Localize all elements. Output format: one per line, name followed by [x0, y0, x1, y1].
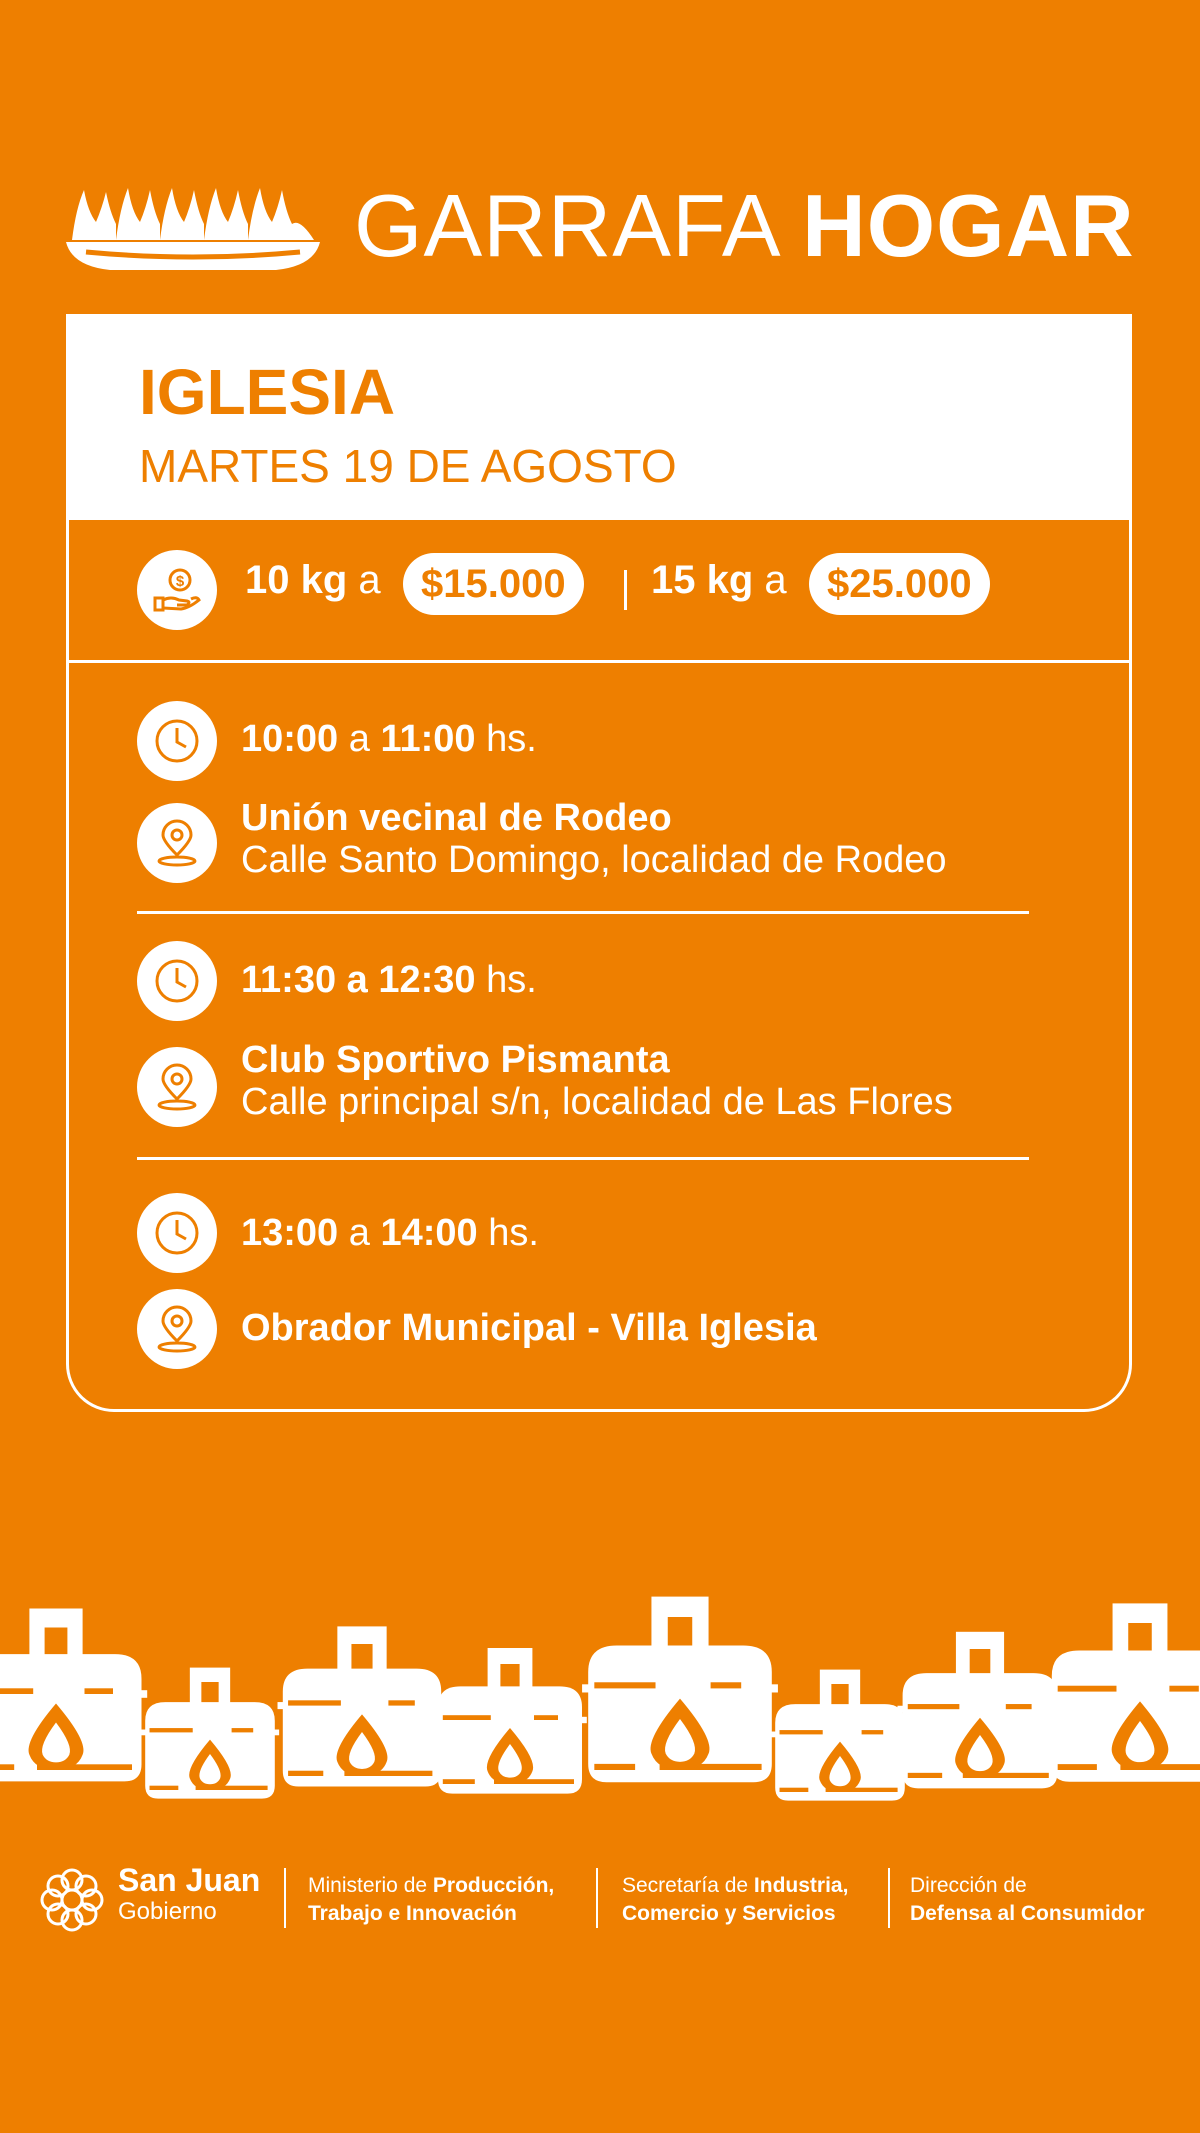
location-pin-icon	[137, 1289, 217, 1369]
header	[66, 170, 1146, 280]
schedule-3-connector: a	[348, 1212, 370, 1254]
schedule-3-end: 14:00	[380, 1212, 478, 1254]
burner-flame-icon	[66, 178, 320, 276]
price-row	[69, 520, 1129, 663]
gas-cylinder-icon	[771, 1670, 909, 1801]
price-2-badge: $25.000	[809, 553, 990, 615]
price-1-connector: a	[358, 558, 381, 602]
app-title	[354, 176, 1135, 276]
title-light: GARRAFA	[354, 176, 777, 275]
footer	[36, 1862, 1176, 1932]
brand-sub: Gobierno	[118, 1898, 217, 1925]
schedule-2-address: Calle principal s/n, localidad de Las Flores	[241, 1081, 953, 1123]
gas-cylinders-illustration	[0, 1470, 1200, 1810]
schedule-2-start: 11:30 a 12:30	[241, 959, 476, 1001]
gas-cylinder-icon	[278, 1626, 447, 1786]
divider	[137, 1157, 1029, 1160]
brand-name: San Juan	[118, 1862, 261, 1898]
footer-ministerio	[308, 1872, 554, 1928]
schedule-2-time	[241, 959, 537, 1002]
san-juan-logo-icon	[36, 1864, 108, 1936]
schedule-3-venue: Obrador Municipal - Villa Iglesia	[241, 1307, 817, 1349]
footer-divider	[596, 1868, 598, 1928]
schedule-1-address: Calle Santo Domingo, localidad de Rodeo	[241, 839, 947, 881]
schedule-1-time	[241, 718, 537, 761]
gas-cylinder-icon	[582, 1597, 778, 1783]
footer-ministerio-bold: Producción,	[432, 1874, 555, 1897]
schedule-1-unit: hs.	[486, 718, 537, 760]
location-pin-icon	[137, 1047, 217, 1127]
footer-divider	[888, 1868, 890, 1928]
brand	[118, 1862, 260, 1926]
footer-secretaria-prefix: Secretaría de	[622, 1874, 749, 1897]
footer-ministerio-line2: Trabajo e Innovación	[308, 1902, 517, 1925]
title-bold: HOGAR	[802, 176, 1135, 275]
gas-cylinder-icon	[1046, 1603, 1200, 1781]
price-1-label	[245, 558, 381, 603]
location-pin-icon	[137, 803, 217, 883]
footer-direccion-line2: Defensa al Consumidor	[910, 1902, 1145, 1925]
price-2-weight: 15 kg	[651, 558, 754, 602]
schedule-3-unit: hs.	[488, 1212, 539, 1254]
footer-secretaria	[622, 1872, 848, 1928]
schedule-1-start: 10:00	[241, 718, 339, 760]
price-2-label	[651, 558, 787, 603]
price-divider	[624, 570, 627, 610]
money-hand-icon	[137, 550, 217, 630]
price-2-connector: a	[764, 558, 787, 602]
footer-ministerio-prefix: Ministerio de	[308, 1874, 428, 1897]
schedule-3-time	[241, 1212, 539, 1255]
location-title: IGLESIA	[139, 356, 396, 428]
event-date: MARTES 19 DE AGOSTO	[139, 440, 677, 492]
footer-divider	[284, 1868, 286, 1928]
info-card	[66, 314, 1132, 1412]
schedule-1-connector: a	[348, 718, 370, 760]
card-header	[69, 317, 1129, 520]
divider	[137, 911, 1029, 914]
schedule-1-venue: Unión vecinal de Rodeo	[241, 797, 672, 839]
clock-icon	[137, 1193, 217, 1273]
footer-direccion	[910, 1872, 1145, 1928]
price-1-weight: 10 kg	[245, 558, 348, 602]
gas-cylinder-icon	[0, 1609, 147, 1782]
schedule-2-venue: Club Sportivo Pismanta	[241, 1039, 670, 1081]
schedule-3-start: 13:00	[241, 1212, 339, 1254]
gas-cylinder-icon	[897, 1632, 1062, 1789]
svg-text:$: $	[175, 573, 185, 590]
gas-cylinder-icon	[433, 1648, 587, 1794]
clock-icon	[137, 941, 217, 1021]
price-1-badge: $15.000	[403, 553, 584, 615]
footer-direccion-line1: Dirección de	[910, 1874, 1027, 1897]
schedule-2-unit: hs.	[486, 959, 537, 1001]
clock-icon	[137, 701, 217, 781]
footer-secretaria-line2: Comercio y Servicios	[622, 1902, 836, 1925]
footer-secretaria-bold: Industria,	[753, 1874, 849, 1897]
gas-cylinder-icon	[141, 1668, 279, 1799]
schedule-1-end: 11:00	[380, 718, 476, 760]
